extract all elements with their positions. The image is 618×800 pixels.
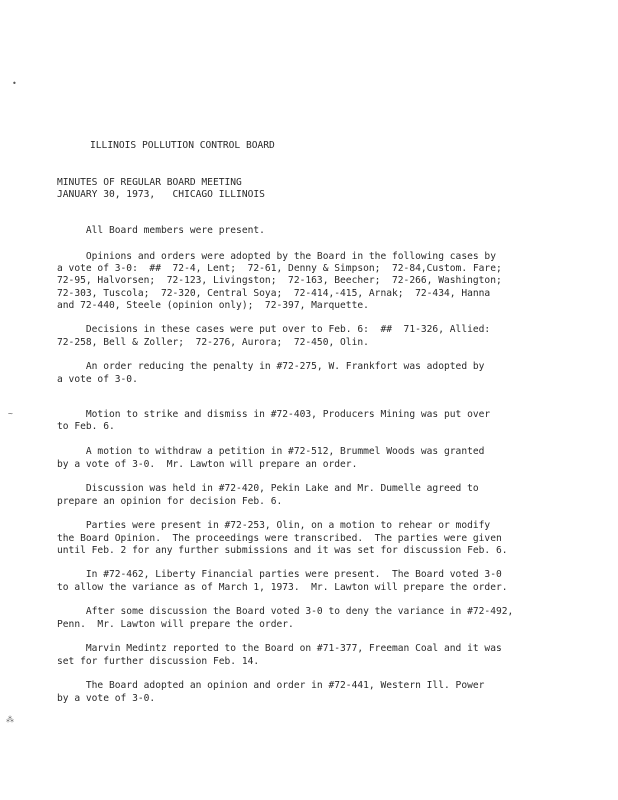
scan-mark: ⁂	[6, 715, 14, 724]
paragraph-line: and 72-440, Steele (opinion only); 72-397, Marquette.	[57, 300, 369, 311]
paragraph-line: the Board Opinion. The proceedings were transcribed. The parties were given	[57, 533, 502, 544]
paragraph-line: Discussion was held in #72-420, Pekin Lake and Mr. Dumelle agreed to	[57, 483, 479, 494]
paragraph-line: to Feb. 6.	[57, 421, 115, 432]
paragraph-line: In #72-462, Liberty Financial parties were present. The Board voted 3-0	[57, 569, 502, 580]
paragraph-line: The Board adopted an opinion and order in #72-441, Western Ill. Power	[57, 680, 485, 691]
paragraph-line: Decisions in these cases were put over to Feb. 6: ## 71-326, Allied:	[57, 324, 491, 335]
paragraph-line: After some discussion the Board voted 3-0 to deny the variance in #72-492,	[57, 606, 514, 617]
paragraph-line: by a vote of 3-0.	[57, 693, 156, 704]
paragraph-line: a vote of 3-0: ## 72-4, Lent; 72-61, Denny & Simpson; 72-84,Custom. Fare;	[57, 263, 502, 274]
paragraph-line: Parties were present in #72-253, Olin, on a motion to rehear or modify	[57, 520, 491, 531]
paragraph-line: to allow the variance as of March 1, 1973. Mr. Lawton will prepare the order.	[57, 582, 508, 593]
paragraph-line: prepare an opinion for decision Feb. 6.	[57, 496, 283, 507]
paragraph-line: 72-95, Halvorsen; 72-123, Livingston; 72-163, Beecher; 72-266, Washington;	[57, 275, 502, 286]
paragraph-line: Motion to strike and dismiss in #72-403, Producers Mining was put over	[57, 409, 491, 420]
paragraph-line: An order reducing the penalty in #72-275, W. Frankfort was adopted by	[57, 361, 485, 372]
meeting-date-place: JANUARY 30, 1973, CHICAGO ILLINOIS	[57, 189, 265, 200]
scan-mark: •	[12, 79, 17, 88]
paragraph-line: All Board members were present.	[57, 225, 265, 236]
paragraph-line: A motion to withdraw a petition in #72-512, Brummel Woods was granted	[57, 446, 485, 457]
paragraph-line: set for further discussion Feb. 14.	[57, 656, 260, 667]
paragraph-line: Marvin Medintz reported to the Board on #71-377, Freeman Coal and it was	[57, 643, 502, 654]
paragraph-line: by a vote of 3-0. Mr. Lawton will prepare an order.	[57, 459, 358, 470]
paragraph-line: Penn. Mr. Lawton will prepare the order.	[57, 619, 294, 630]
paragraph-line: 72-303, Tuscola; 72-320, Central Soya; 72-414,-415, Arnak; 72-434, Hanna	[57, 288, 491, 299]
paragraph-line: until Feb. 2 for any further submissions and it was set for discussion Feb. 6.	[57, 545, 508, 556]
board-name-heading: ILLINOIS POLLUTION CONTROL BOARD	[90, 140, 275, 151]
scan-mark: ~	[8, 409, 13, 418]
paragraph-line: a vote of 3-0.	[57, 374, 138, 385]
meeting-title: MINUTES OF REGULAR BOARD MEETING	[57, 177, 242, 188]
paragraph-line: 72-258, Bell & Zoller; 72-276, Aurora; 72-450, Olin.	[57, 337, 369, 348]
paragraph-line: Opinions and orders were adopted by the Board in the following cases by	[57, 251, 496, 262]
